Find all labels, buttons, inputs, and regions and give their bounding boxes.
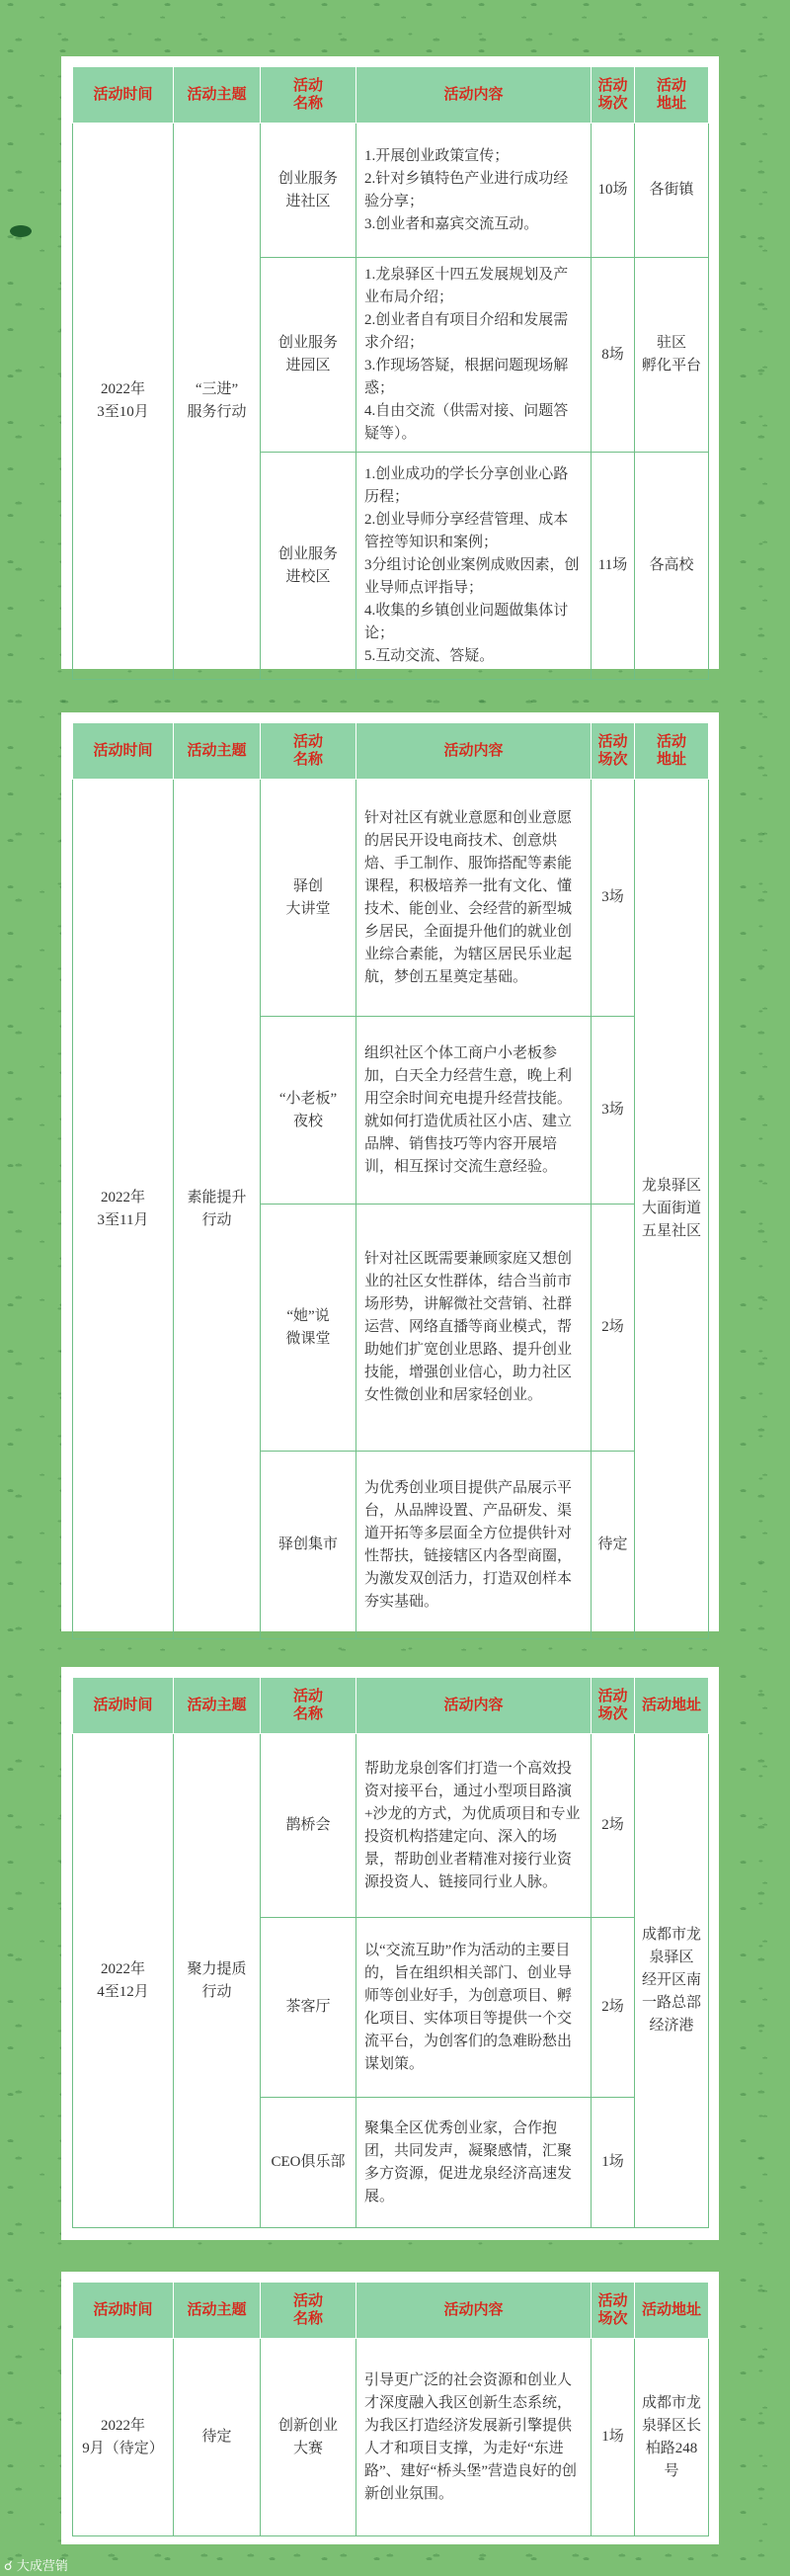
table-row bbox=[73, 124, 709, 258]
table-row bbox=[73, 780, 709, 1017]
content-line: 4.收集的乡镇创业问题做集体讨论； bbox=[364, 603, 569, 641]
header-theme: 活动主题 bbox=[174, 67, 261, 124]
header-row bbox=[73, 2283, 709, 2339]
header-count: 活动 场次 bbox=[592, 1678, 635, 1734]
table-panel-3 bbox=[61, 1667, 719, 2240]
header-content: 活动内容 bbox=[356, 723, 592, 780]
cell-content: 引导更广泛的社会资源和创业人才深度融入我区创新生态系统，为我区打造经济发展新引擎提供人才和项目支撑，为走好“东进路”、建好“桥头堡”营造良好的创新创业氛围。 bbox=[356, 2339, 592, 2536]
cell-content bbox=[356, 453, 592, 680]
cell-content: 为优秀创业项目提供产品展示平台，从品牌设置、产品研发、渠道开拓等多层面全方位提供针对性帮扶，链接辖区内各型商圈，为激发双创活力，打造双创样本夯实基础。 bbox=[356, 1452, 592, 1639]
cell-count: 3场 bbox=[592, 780, 635, 1017]
header-theme: 活动主题 bbox=[174, 1678, 261, 1734]
cell-count: 3场 bbox=[592, 1017, 635, 1205]
cell-place: 成都市龙 泉驿区 经开区南 一路总部 经济港 bbox=[635, 1734, 709, 2228]
cell-count: 2场 bbox=[592, 1918, 635, 2098]
cell-name: 创新创业 大赛 bbox=[261, 2339, 356, 2536]
activity-table-2 bbox=[72, 722, 709, 1639]
header-time: 活动时间 bbox=[73, 2283, 174, 2339]
header-count: 活动 场次 bbox=[592, 2283, 635, 2339]
header-time: 活动时间 bbox=[73, 723, 174, 780]
cell-count: 1场 bbox=[592, 2098, 635, 2228]
cell-time: 2022年 9月（待定） bbox=[73, 2339, 174, 2536]
cell-content bbox=[356, 258, 592, 453]
cell-count: 1场 bbox=[592, 2339, 635, 2536]
decorative-leaf bbox=[10, 225, 32, 237]
header-theme: 活动主题 bbox=[174, 2283, 261, 2339]
cell-name: 驿创集市 bbox=[261, 1452, 356, 1639]
content-line: 1.龙泉驿区十四五发展规划及产业布局介绍； bbox=[364, 267, 569, 305]
cell-content: 聚集全区优秀创业家，合作抱团，共同发声，凝聚感情，汇聚多方资源，促进龙泉经济高速发展。 bbox=[356, 2098, 592, 2228]
cell-theme: “三进” 服务行动 bbox=[174, 124, 261, 680]
header-name: 活动 名称 bbox=[261, 2283, 356, 2339]
content-line: 5.互动交流、答疑。 bbox=[364, 648, 495, 664]
header-row bbox=[73, 723, 709, 780]
content-line: 3.创业者和嘉宾交流互动。 bbox=[364, 215, 539, 232]
watermark bbox=[4, 2555, 68, 2574]
header-content: 活动内容 bbox=[356, 67, 592, 124]
header-place: 活动地址 bbox=[635, 1678, 709, 1734]
table-row bbox=[73, 1734, 709, 1918]
cell-place: 各高校 bbox=[635, 453, 709, 680]
cell-time: 2022年 4至12月 bbox=[73, 1734, 174, 2228]
header-row bbox=[73, 67, 709, 124]
header-name: 活动 名称 bbox=[261, 723, 356, 780]
cell-theme: 待定 bbox=[174, 2339, 261, 2536]
cell-name: CEO俱乐部 bbox=[261, 2098, 356, 2228]
header-content: 活动内容 bbox=[356, 2283, 592, 2339]
cell-name: “她”说 微课堂 bbox=[261, 1205, 356, 1452]
cell-place: 驻区 孵化平台 bbox=[635, 258, 709, 453]
watermark-icon: ☌ bbox=[4, 2559, 13, 2574]
cell-count: 2场 bbox=[592, 1205, 635, 1452]
header-content: 活动内容 bbox=[356, 1678, 592, 1734]
header-row bbox=[73, 1678, 709, 1734]
header-place: 活动 地址 bbox=[635, 67, 709, 124]
table-panel-1 bbox=[61, 56, 719, 669]
cell-content: 以“交流互助”作为活动的主要目的，旨在组织相关部门、创业导师等创业好手，为创意项目、孵化项目、实体项目等提供一个交流平台，为创客们的急难盼愁出谋划策。 bbox=[356, 1918, 592, 2098]
cell-content: 针对社区既需要兼顾家庭又想创业的社区女性群体，结合当前市场形势，讲解微社交营销、社群运营、网络直播等商业模式，帮助她们扩宽创业思路、提升创业技能，增强创业信心，助力社区女性微创业和居家轻创业。 bbox=[356, 1205, 592, 1452]
cell-count: 2场 bbox=[592, 1734, 635, 1918]
activity-table-1 bbox=[72, 66, 709, 680]
cell-theme: 素能提升 行动 bbox=[174, 780, 261, 1639]
cell-name: 创业服务 进园区 bbox=[261, 258, 356, 453]
content-line: 1.开展创业政策宣传； bbox=[364, 147, 510, 164]
table-panel-4 bbox=[61, 2272, 719, 2544]
cell-count: 8场 bbox=[592, 258, 635, 453]
content-line: 3分组讨论创业案例成败因素，创业导师点评指导； bbox=[364, 557, 580, 596]
watermark-text: 大成营销 bbox=[16, 2559, 68, 2574]
cell-name: 创业服务 进校区 bbox=[261, 453, 356, 680]
content-line: 2.创业者自有项目介绍和发展需求介绍； bbox=[364, 312, 569, 351]
cell-name: 鹊桥会 bbox=[261, 1734, 356, 1918]
content-line: 1.创业成功的学长分享创业心路历程； bbox=[364, 466, 569, 505]
header-name: 活动 名称 bbox=[261, 67, 356, 124]
activity-table-4 bbox=[72, 2282, 709, 2536]
cell-place: 龙泉驿区 大面街道 五星社区 bbox=[635, 780, 709, 1639]
table-panel-2 bbox=[61, 712, 719, 1631]
header-time: 活动时间 bbox=[73, 67, 174, 124]
content-line: 2.针对乡镇特色产业进行成功经验分享； bbox=[364, 170, 569, 209]
cell-name: 驿创 大讲堂 bbox=[261, 780, 356, 1017]
cell-content: 组织社区个体工商户小老板参加，白天全力经营生意，晚上利用空余时间充电提升经营技能。就如何打造优质社区小店、建立品牌、销售技巧等内容开展培训，相互探讨交流生意经验。 bbox=[356, 1017, 592, 1205]
cell-theme: 聚力提质 行动 bbox=[174, 1734, 261, 2228]
content-line: 2.创业导师分享经营管理、成本管控等知识和案例； bbox=[364, 512, 569, 550]
header-place: 活动地址 bbox=[635, 2283, 709, 2339]
content-line: 4.自由交流（供需对接、问题答疑等）。 bbox=[364, 403, 569, 442]
cell-count: 待定 bbox=[592, 1452, 635, 1639]
cell-content: 针对社区有就业意愿和创业意愿的居民开设电商技术、创意烘焙、手工制作、服饰搭配等素能课程，积极培养一批有文化、懂技术、能创业、会经营的新型城乡居民，全面提升他们的就业创业综合素能，为辖区居民乐业起航，梦创五星奠定基础。 bbox=[356, 780, 592, 1017]
header-name: 活动 名称 bbox=[261, 1678, 356, 1734]
header-place: 活动 地址 bbox=[635, 723, 709, 780]
cell-content bbox=[356, 124, 592, 258]
header-theme: 活动主题 bbox=[174, 723, 261, 780]
cell-place: 各街镇 bbox=[635, 124, 709, 258]
header-count: 活动 场次 bbox=[592, 67, 635, 124]
cell-content: 帮助龙泉创客们打造一个高效投资对接平台，通过小型项目路演+沙龙的方式，为优质项目和专业投资机构搭建定向、深入的场景，帮助创业者精准对接行业资源投资人、链接同行业人脉。 bbox=[356, 1734, 592, 1918]
cell-name: 创业服务 进社区 bbox=[261, 124, 356, 258]
cell-name: 茶客厅 bbox=[261, 1918, 356, 2098]
cell-count: 11场 bbox=[592, 453, 635, 680]
cell-name: “小老板” 夜校 bbox=[261, 1017, 356, 1205]
cell-time: 2022年 3至10月 bbox=[73, 124, 174, 680]
content-line: 3.作现场答疑，根据问题现场解惑； bbox=[364, 358, 569, 396]
table-row bbox=[73, 2339, 709, 2536]
cell-place: 成都市龙 泉驿区长 柏路248号 bbox=[635, 2339, 709, 2536]
cell-time: 2022年 3至11月 bbox=[73, 780, 174, 1639]
activity-table-3 bbox=[72, 1677, 709, 2228]
header-time: 活动时间 bbox=[73, 1678, 174, 1734]
header-count: 活动 场次 bbox=[592, 723, 635, 780]
cell-count: 10场 bbox=[592, 124, 635, 258]
